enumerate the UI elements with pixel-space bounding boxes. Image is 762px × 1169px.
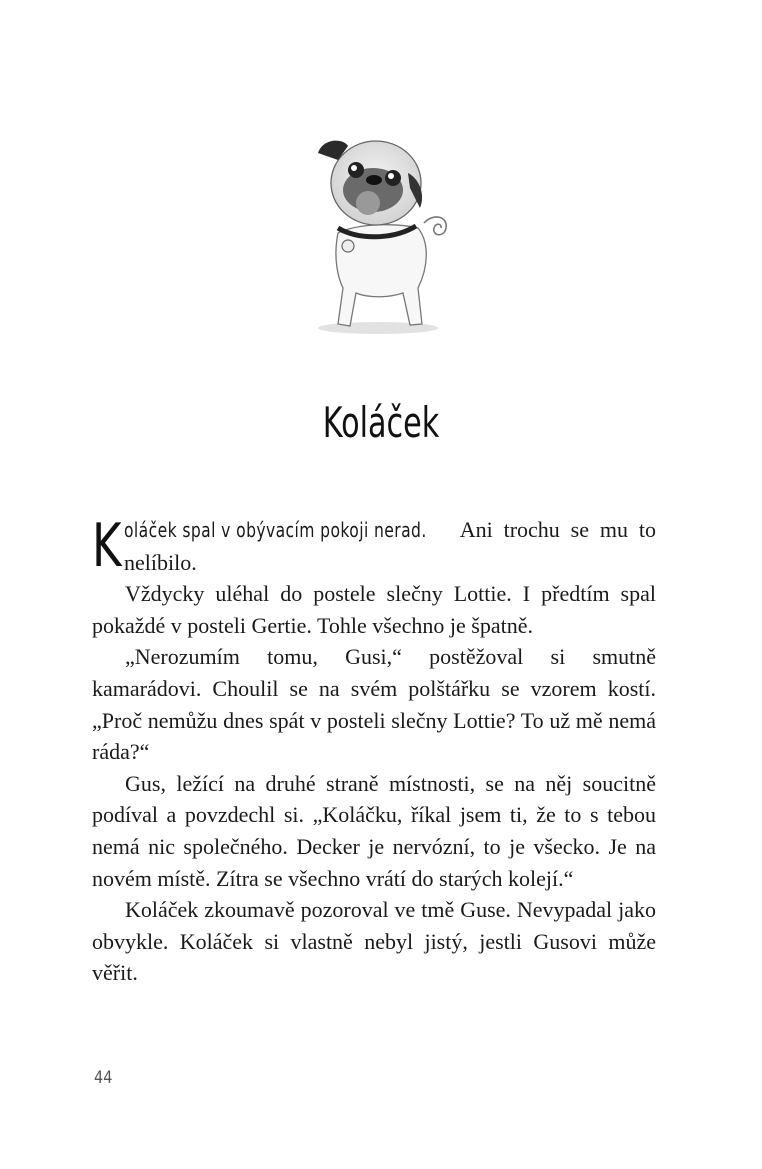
page-number: 44: [94, 1068, 113, 1088]
paragraph-2: Vždycky uléhal do postele slečny Lottie. I předtím spal pokaždé v posteli Gertie. Tohle všechno je špatně.: [92, 581, 656, 638]
drop-cap: K: [92, 511, 122, 581]
paragraph-text: Ani trochu se mu to nelíbilo.: [124, 517, 656, 575]
chapter-body: [92, 511, 656, 989]
pug-dog-illustration: [298, 128, 468, 338]
paragraph-5: Koláček zkoumavě pozoroval ve tmě Guse. Nevypadal jako obvykle. Koláček si vlastně nebyl jistý, jestli Gusovi může věřit.: [92, 897, 656, 986]
chapter-title: Koláček: [322, 398, 440, 448]
paragraph-4: Gus, ležící na druhé straně místnosti, se na něj soucitně podíval a povzdechl si. „Koláčku, říkal jsem ti, že to s tebou nemá nic společného. Decker je nervózní, to je všecko. Je na novém místě. Zítra se všechno vrátí do starých kolejí.“: [92, 770, 656, 891]
lead-in-text: oláček spal v obývacím pokoji nerad.: [124, 518, 427, 542]
paragraph-1: [92, 511, 656, 581]
paragraph-3: „Nerozumím tomu, Gusi,“ postěžoval si smutně kamarádovi. Choulil se na svém polštářku se vzorem kostí. „Proč nemůžu dnes spát v posteli slečny Lottie? To už mě nemá ráda?“: [92, 644, 656, 765]
